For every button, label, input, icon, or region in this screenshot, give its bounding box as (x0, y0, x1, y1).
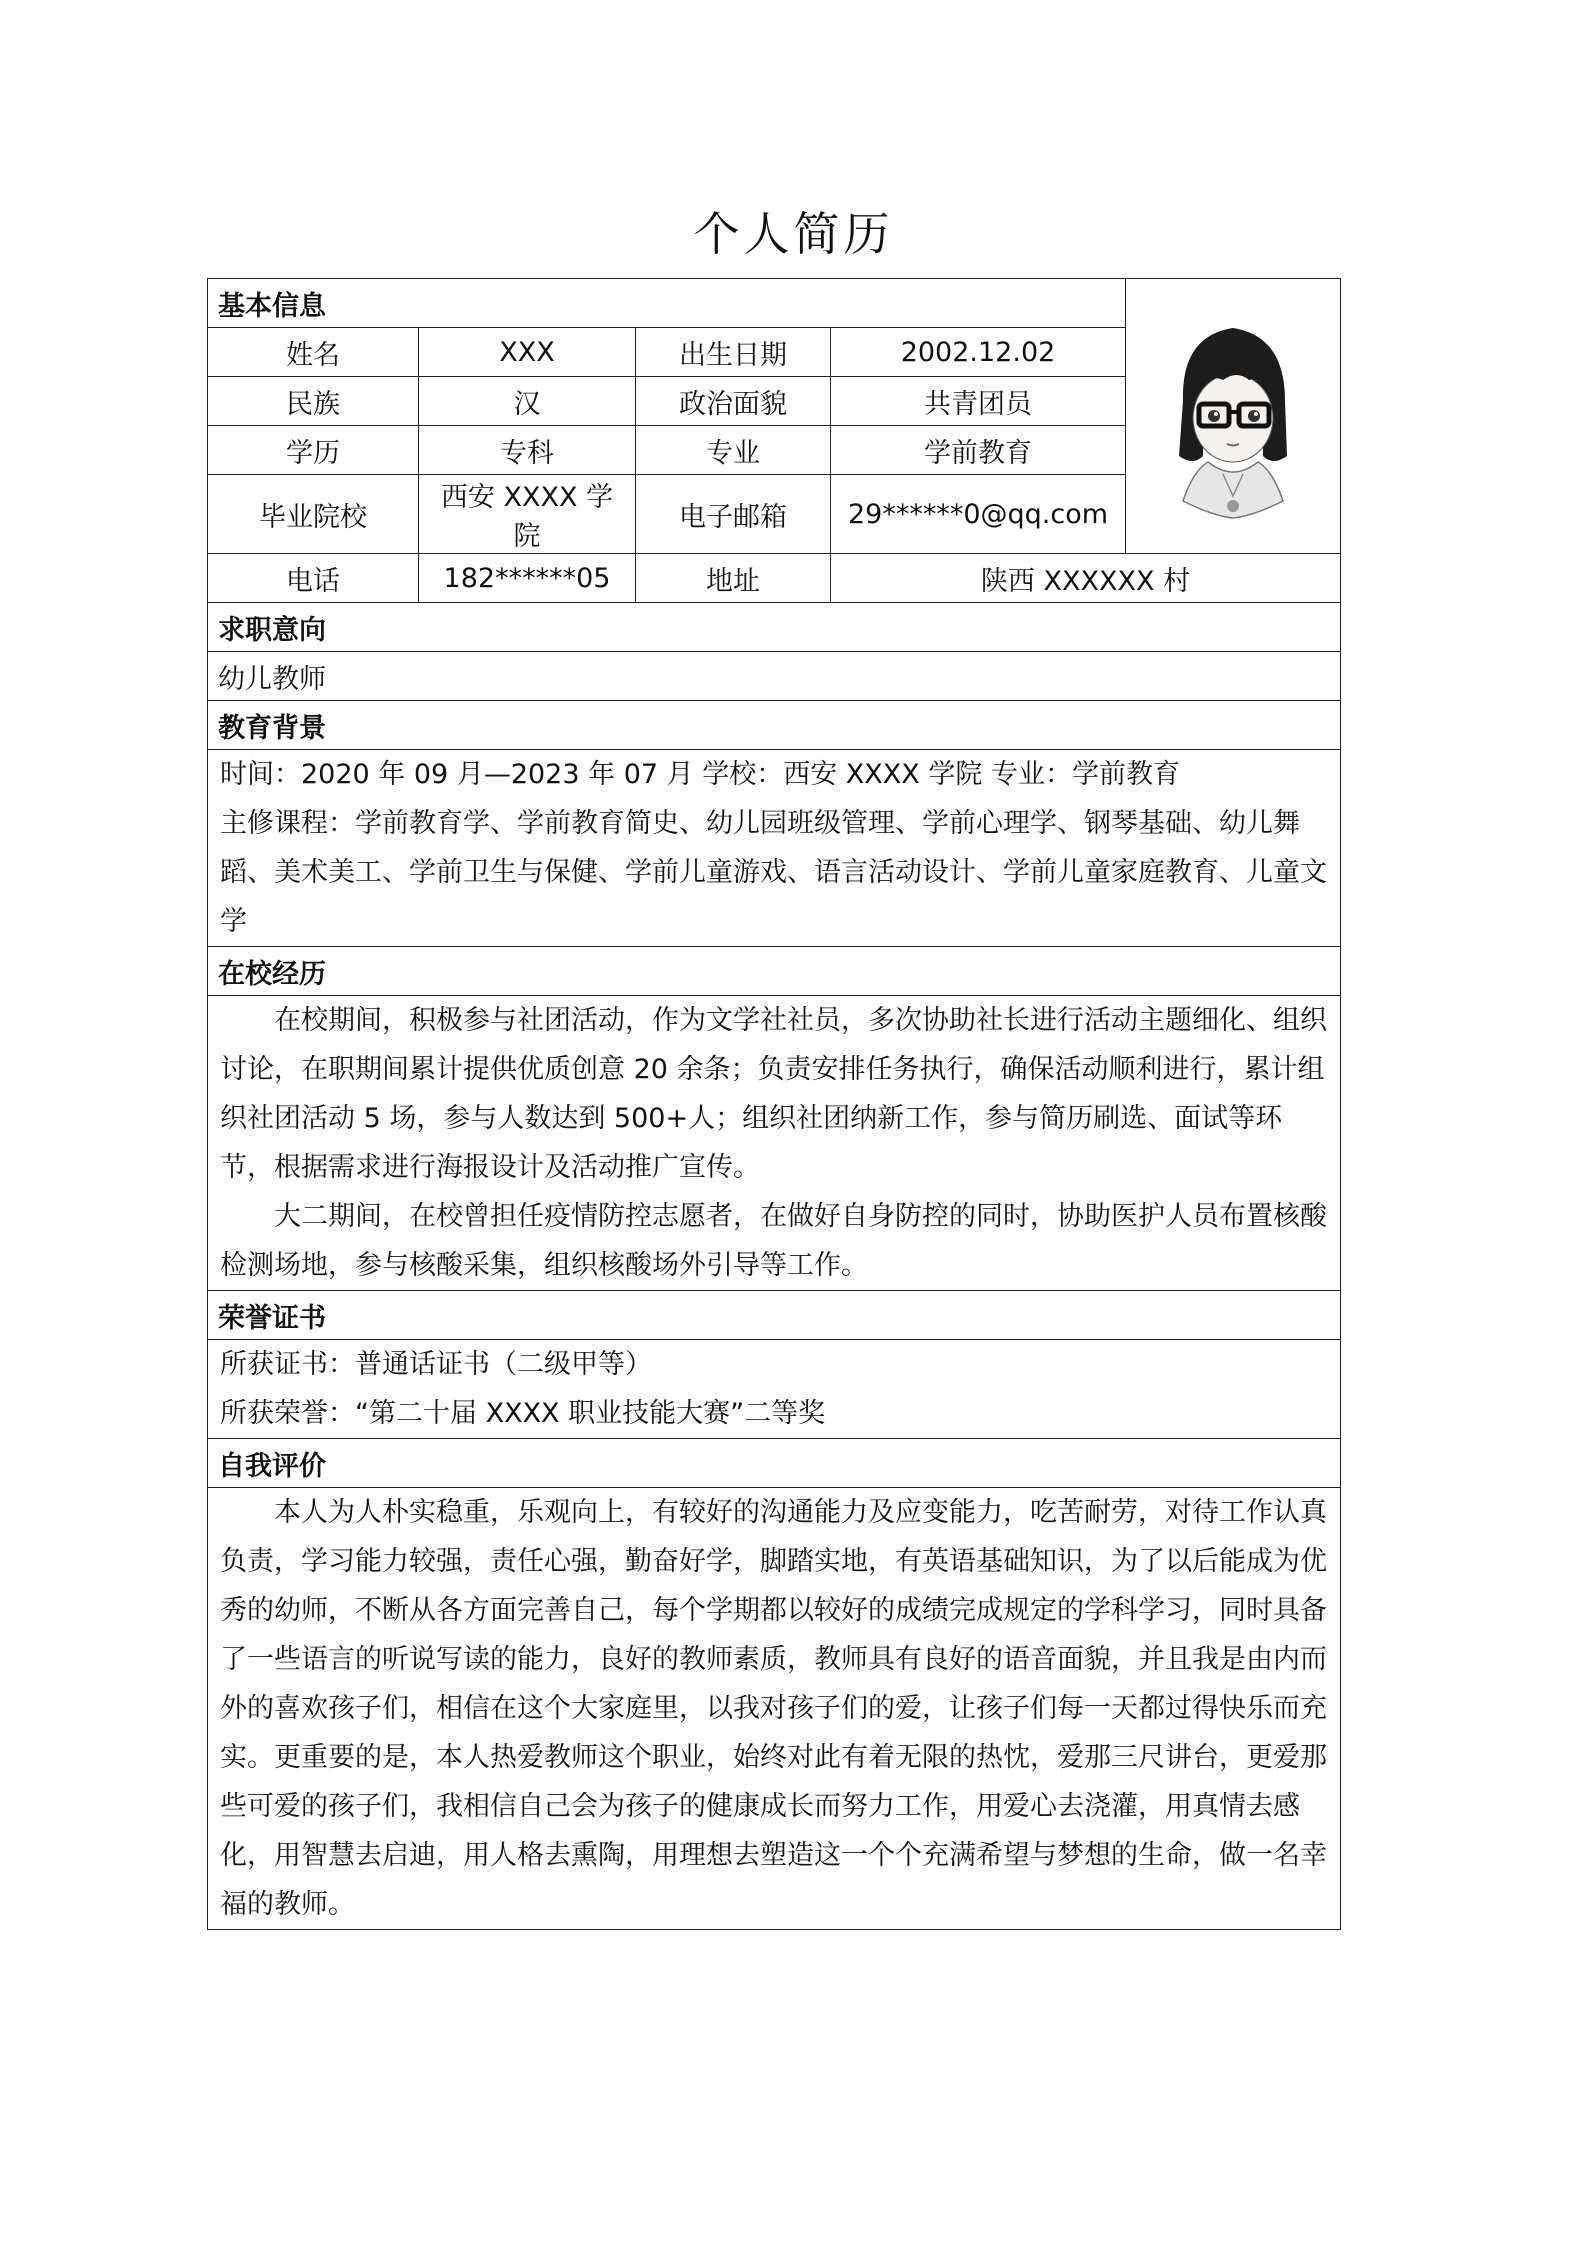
avatar-icon (1153, 306, 1313, 526)
label-birthdate: 出生日期 (636, 328, 831, 377)
school-experience-paragraph: 在校期间，积极参与社团活动，作为文学社社员，多次协助社长进行活动主题细化、组织讨论，在职期间累计提供优质创意 20 余条；负责安排任务执行，确保活动顺利进行，累计组织社团活动 5 场，参与人数达到 500+人；组织社团纳新工作，参与简历刷选、面试等环节，根据需求进行海报设计及活动推广宣传。 (220, 1005, 1327, 1183)
label-ethnicity: 民族 (208, 377, 419, 426)
objective-text: 幼儿教师 (208, 652, 1341, 701)
profile-photo (1126, 279, 1341, 554)
value-birthdate: 2002.12.02 (831, 328, 1126, 377)
honors-award-line: 所获荣誉：“第二十届 XXXX 职业技能大赛”二等奖 (220, 1398, 826, 1429)
self-evaluation-paragraph: 本人为人朴实稳重，乐观向上，有较好的沟通能力及应变能力，吃苦耐劳，对待工作认真负责，学习能力较强，责任心强，勤奋好学，脚踏实地，有英语基础知识，为了以后能成为优秀的幼师，不断从各方面完善自己，每个学期都以较好的成绩完成规定的学科学习，同时具备了一些语言的听说写读的能力，良好的教师素质，教师具有良好的语音面貌，并且我是由内而外的喜欢孩子们，相信在这个大家庭里，以我对孩子们的爱，让孩子们每一天都过得快乐而充实。更重要的是，本人热爱教师这个职业，始终对此有着无限的热忱，爱那三尺讲台，更爱那些可爱的孩子们，我相信自己会为孩子的健康成长而努力工作，用爱心去浇灌，用真情去感化，用智慧去启迪，用人格去熏陶，用理想去塑造这一个个充满希望与梦想的生命，做一名幸福的教师。 (220, 1497, 1327, 1920)
section-heading-education: 教育背景 (208, 701, 1341, 750)
section-heading-school-experience: 在校经历 (208, 947, 1341, 996)
value-degree: 专科 (419, 426, 636, 475)
label-phone: 电话 (208, 554, 419, 603)
label-school: 毕业院校 (208, 475, 419, 554)
school-experience-paragraph: 大二期间，在校曾担任疫情防控志愿者，在做好自身防控的同时，协助医护人员布置核酸检测场地，参与核酸采集，组织核酸场外引导等工作。 (220, 1201, 1327, 1281)
value-ethnicity: 汉 (419, 377, 636, 426)
value-political-status: 共青团员 (831, 377, 1126, 426)
value-major: 学前教育 (831, 426, 1126, 475)
section-heading-honors: 荣誉证书 (208, 1291, 1341, 1340)
section-heading-basic-info: 基本信息 (208, 279, 1126, 328)
value-name: XXX (419, 328, 636, 377)
section-heading-self-evaluation: 自我评价 (208, 1439, 1341, 1488)
value-email: 29******0@qq.com (831, 475, 1126, 554)
honors-body (208, 1340, 1341, 1439)
value-school: 西安 XXXX 学院 (419, 475, 636, 554)
education-body (208, 750, 1341, 947)
education-courses-line: 主修课程：学前教育学、学前教育简史、幼儿园班级管理、学前心理学、钢琴基础、幼儿舞蹈、美术美工、学前卫生与保健、学前儿童游戏、语言活动设计、学前儿童家庭教育、儿童文学 (220, 808, 1327, 937)
honors-certificate-line: 所获证书：普通话证书（二级甲等） (220, 1349, 652, 1380)
page-title: 个人简历 (693, 207, 894, 261)
label-name: 姓名 (208, 328, 419, 377)
label-email: 电子邮箱 (636, 475, 831, 554)
label-major: 专业 (636, 426, 831, 475)
resume-table (207, 278, 1341, 1930)
value-address: 陕西 XXXXXX 村 (831, 554, 1341, 603)
label-political-status: 政治面貌 (636, 377, 831, 426)
education-time-line: 时间：2020 年 09 月—2023 年 07 月 学校：西安 XXXX 学院 专业：学前教育 (220, 759, 1180, 790)
label-address: 地址 (636, 554, 831, 603)
label-degree: 学历 (208, 426, 419, 475)
section-heading-objective: 求职意向 (208, 603, 1341, 652)
self-evaluation-body (208, 1488, 1341, 1930)
value-phone: 182******05 (419, 554, 636, 603)
school-experience-body (208, 996, 1341, 1291)
